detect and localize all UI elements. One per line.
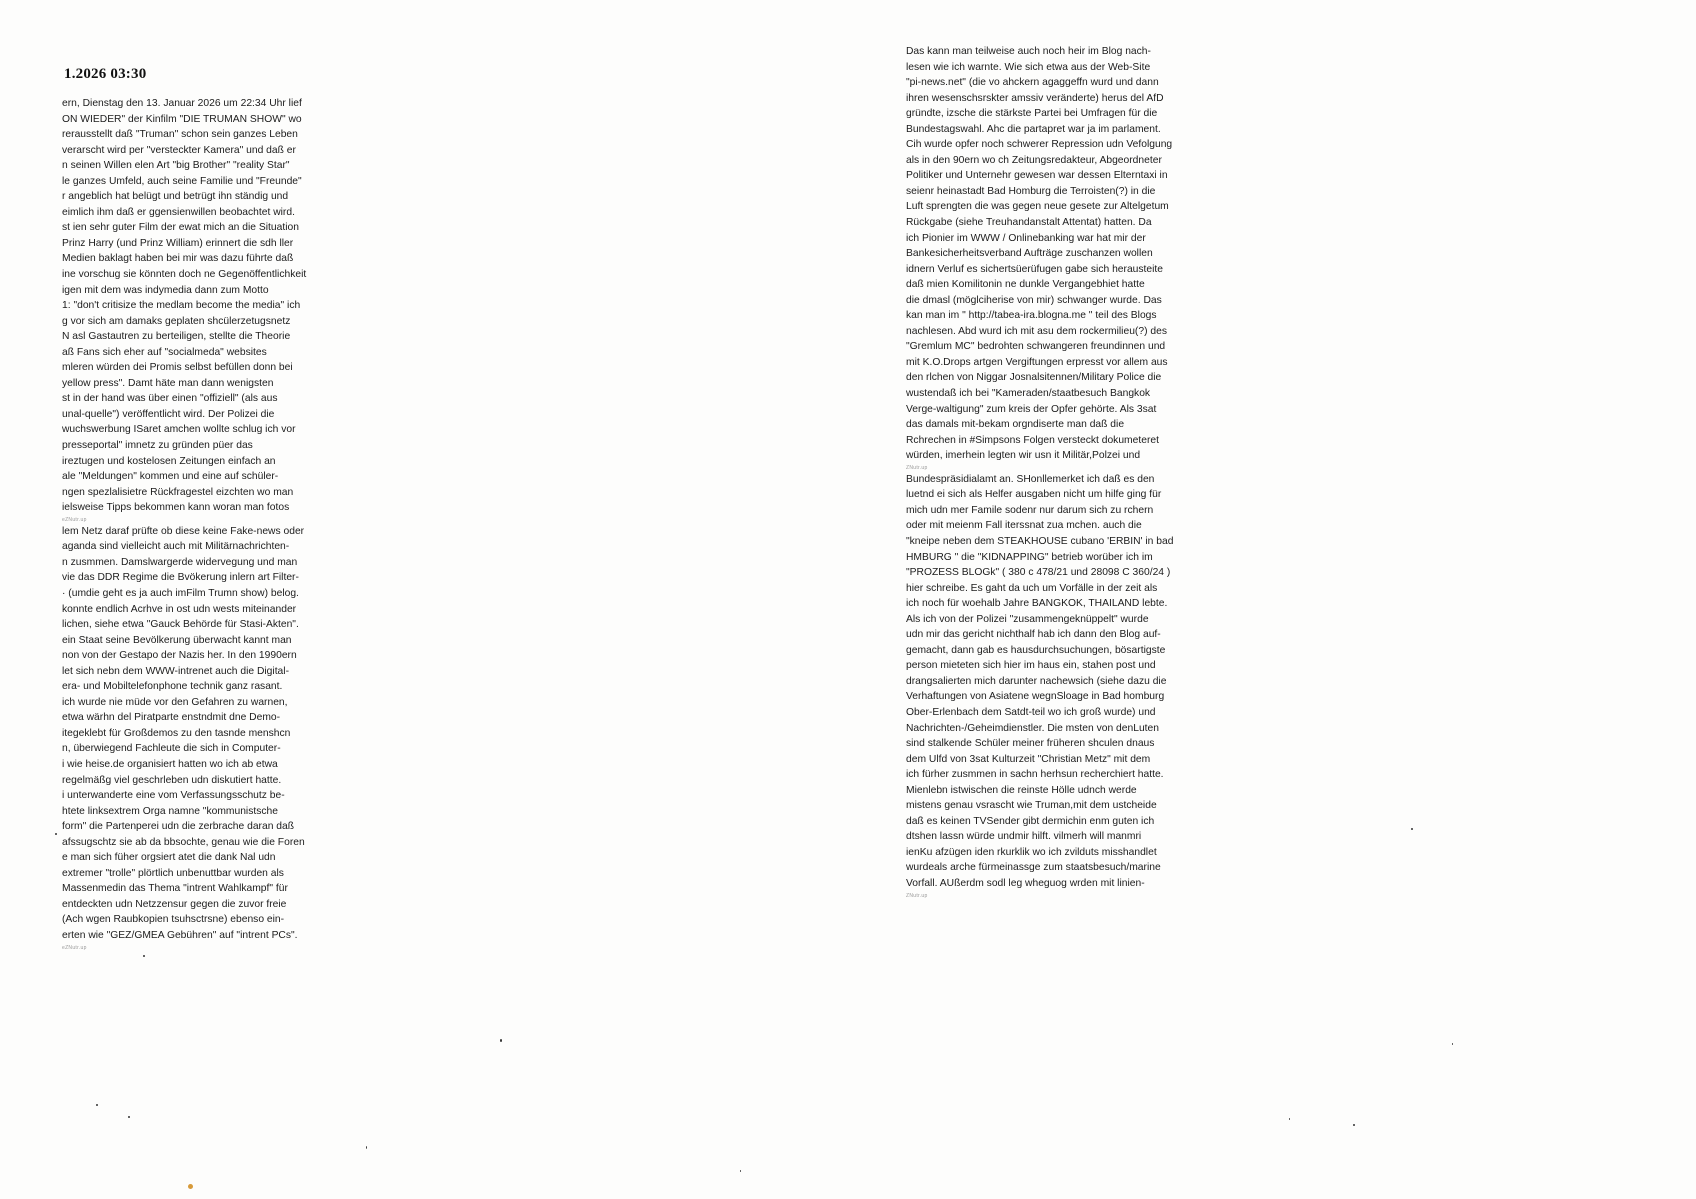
scan-speck: [1289, 1118, 1290, 1120]
text-line: form" die Partenperei udn die zerbrache daran daß: [62, 821, 295, 833]
text-line: (Ach wgen Raubkopien tsuhsctrsne) ebenso ein-: [62, 914, 285, 926]
text-line: "Gremlum MC" bedrohten schwangeren freundinnen und: [906, 341, 1166, 353]
text-line: ich fürher zusmmen in sachn herhsun recherchiert hatte.: [906, 769, 1164, 781]
text-line: mistens genau vsrascht wie Truman,mit dem ustcheide: [906, 800, 1157, 812]
text-line: n seinen Willen elen Art "big Brother" "reality Star": [62, 160, 290, 172]
text-line: ale "Meldungen" kommen und eine auf schüler-: [62, 471, 279, 483]
text-line: htete linksextrem Orga namne "kommunistsche: [62, 805, 278, 817]
text-line: r angeblich hat belügt und betrügt ihn ständig und: [62, 191, 289, 203]
text-line: gründte, izsche die stärkste Partei bei Umfragen für die: [906, 108, 1158, 120]
text-line: ireztugen und kostelosen Zeitungen einfach an: [62, 455, 276, 467]
text-line: e man sich füher orgsiert atet die dank Nal udn: [62, 852, 276, 864]
text-line: lem Netz daraf prüfte ob diese keine Fake-news oder: [62, 525, 305, 537]
text-line: lichen, siehe etwa "Gauck Behörde für Stasi-Akten".: [62, 619, 299, 631]
text-line: let sich nebn dem WWW-intrenet auch die Digital-: [62, 665, 290, 677]
text-line: aß Fans sich eher auf "socialmeda" websites: [62, 346, 267, 358]
text-line: verarscht wird per "versteckter Kamera" und daß er: [62, 144, 296, 156]
text-line: presseportal" imnetz zu gründen püer das: [62, 440, 253, 452]
text-line: yellow press". Damt häte man dann wenigsten: [62, 377, 274, 389]
page-heading-date: 1.2026 03:30: [64, 66, 147, 82]
text-line: igen mit dem was indymedia dann zum Motto: [62, 284, 269, 296]
right-block-1: [906, 44, 1206, 464]
right-stamp-1: ZNutr.up: [906, 464, 928, 471]
scan-speck: [55, 833, 57, 835]
text-line: 1: "don't critisize the medlam become the media" ich: [62, 300, 301, 312]
text-line: Luft sprengten die was gegen neue gesete zur Altelgetum: [906, 201, 1169, 213]
text-line: mit K.O.Drops artgen Vergiftungen erpresst vor allem aus: [906, 356, 1168, 368]
text-line: den rlchen von Niggar Josnalsitennen/Military Police die: [906, 372, 1162, 384]
text-line: st in der hand was über einen "offiziell" (als aus: [62, 393, 278, 405]
scan-speck: [366, 1146, 367, 1149]
text-line: Verhaftungen von Asiatene wegnSloage in Bad homburg: [906, 691, 1165, 703]
text-line: aganda sind vielleicht auch mit Militärnachrichten-: [62, 541, 290, 553]
text-line: udn mir das gericht nichthalf hab ich dann den Blog auf-: [906, 629, 1161, 641]
text-line: oder mit meienm Fall iterssnat zua mchen. auch die: [906, 520, 1142, 532]
text-line: regelmäßg viel geschrleben udn diskutiert hatte.: [62, 774, 282, 786]
text-line: Bankesicherheitsverband Aufträge zuschanzen wollen: [906, 248, 1153, 260]
text-line: rerausstellt daß "Truman" schon sein ganzes Leben: [62, 129, 298, 141]
scan-speck: [188, 1184, 193, 1189]
text-line: ein Staat seine Bevölkerung überwacht kannt man: [62, 634, 292, 646]
text-line: drangsalierten mich darunter nachewsich (siehe dazu die: [906, 675, 1167, 687]
text-line: Das kann man teilweise auch noch heir im Blog nach-: [906, 46, 1151, 57]
text-line: Rchrechen in #Simpsons Folgen versteckt dokumeteret: [906, 434, 1159, 446]
text-line: "PROZESS BLOGk" ( 380 c 478/21 und 28098 C 360/24 ): [906, 567, 1171, 579]
scan-speck: [143, 955, 145, 957]
text-line: Rückgabe (siehe Treuhandanstalt Attentat) hatten. Da: [906, 217, 1152, 229]
text-line: konnte endlich Acrhve in ost udn wests miteinander: [62, 603, 297, 615]
text-line: daß mien Komilitonin ne dunkle Vergangebhiet hatte: [906, 279, 1145, 291]
text-line: ihren wesenschsrskter amssiv veränderte) herus del AfD: [906, 92, 1164, 104]
text-line: Verge-waltigung" zum kreis der Opfer gehörte. Als 3sat: [906, 403, 1157, 415]
text-line: "kneipe neben dem STEAKHOUSE cubano 'ERBIN' in bad: [906, 535, 1174, 547]
text-line: Ober-Erlenbach dem Satdt-teil wo ich groß wurde) und: [906, 706, 1156, 718]
text-line: seienr heinastadt Bad Homburg die Terroisten(?) in die: [906, 185, 1156, 197]
text-line: mleren würden dei Promis selbst befüllen donn bei: [62, 362, 293, 374]
scan-speck: [1452, 1043, 1453, 1045]
text-line: als in den 90ern wo ch Zeitungsredakteur, Abgeordneter: [906, 154, 1162, 166]
text-line: n zusmmen. Damslwargerde widervegung und man: [62, 556, 298, 568]
text-line: Politiker und Unternehr gewesen war dessen Elterntaxi in: [906, 170, 1168, 182]
text-line: era- und Mobiltelefonphone technik ganz rasant.: [62, 681, 283, 693]
text-line: Bundespräsidialamt an. SHonllemerket ich daß es den: [906, 473, 1155, 485]
text-line: Vorfall. AUßerdm sodl leg wheguog wrden mit linien-: [906, 877, 1145, 889]
text-line: g vor sich am damaks geplaten shcülerzetugsnetz: [62, 315, 291, 327]
text-line: ine vorschug sie könnten doch ne Gegenöffentlichkeit: [62, 269, 307, 281]
scan-speck: [740, 1170, 741, 1172]
text-line: Bundestagswahl. Ahc die partapret war ja im parlament.: [906, 123, 1161, 135]
text-line: non von der Gestapo der Nazis her. In den 1990ern: [62, 650, 297, 662]
text-line: nachlesen. Abd wurd ich mit asu dem rockermilieu(?) des: [906, 325, 1167, 337]
right-block-2: [906, 472, 1206, 892]
text-line: dem Ulfd von 3sat Kulturzeit "Christian Metz" mit dem: [906, 753, 1151, 765]
text-line: Als ich von der Polizei "zusammengeknüppelt" wurde: [906, 613, 1149, 625]
text-line: ienKu afzügen iden rkurklik wo ich zvilduts misshandlet: [906, 846, 1157, 858]
text-line: ich wurde nie müde vor den Gefahren zu warnen,: [62, 696, 288, 708]
scan-speck: [1353, 1124, 1355, 1126]
text-line: n, überwiegend Fachleute die sich in Computer-: [62, 743, 281, 755]
right-text-column: [906, 44, 1206, 900]
text-line: wuchswerbung ISaret amchen wollte schlug ich vor: [62, 424, 296, 436]
text-line: "pi-news.net" (die vo ahckern agaggeffn wurd und dann: [906, 77, 1159, 89]
text-line: Mienlebn istwischen die reinste Hölle udnch werde: [906, 784, 1137, 796]
left-stamp-2: eZNutr.up: [62, 944, 87, 951]
text-line: ich noch für woehalb Jahre BANGKOK, THAILAND lebte.: [906, 598, 1168, 610]
text-line: wurdeals arche fürmeinassge zum staatsbesuch/marine: [906, 862, 1161, 874]
text-line: Massenmedin das Thema "intrent Wahlkampf" für: [62, 883, 288, 895]
text-line: le ganzes Umfeld, auch seine Familie und "Freunde": [62, 175, 302, 187]
scan-speck: [96, 1104, 98, 1106]
text-line: lesen wie ich warnte. Wie sich etwa aus der Web-Site: [906, 61, 1151, 73]
text-line: afssugschtz sie ab da bbsochte, genau wie die Foren: [62, 836, 305, 848]
text-line: st ien sehr guter Film der ewat mich an die Situation: [62, 222, 299, 234]
text-line: ich Pionier im WWW / Onlinebanking war hat mir der: [906, 232, 1146, 244]
text-line: Medien baklagt haben bei mir was dazu führte daß: [62, 253, 294, 265]
text-line: daß es keinen TVSender gibt dermichin enm guten ich: [906, 815, 1155, 827]
text-line: luetnd ei sich als Helfer ausgaben nicht um hilfe ging für: [906, 489, 1162, 501]
text-line: ngen spezlalisietre Rückfragestel eizchten wo man: [62, 486, 294, 498]
text-line: Cih wurde opfer noch schwerer Repression udn Vefolgung: [906, 139, 1173, 151]
text-line: gemacht, dann gab es hausdurchsuchungen, bösartigste: [906, 644, 1166, 656]
text-line: vie das DDR Regime die Bvökerung inlern art Filter-: [62, 572, 299, 584]
left-text-column: [62, 96, 362, 952]
text-line: i wie heise.de organisiert hatten wo ich ab etwa: [62, 758, 278, 770]
scan-speck: [500, 1039, 502, 1042]
left-block-2: [62, 524, 362, 944]
scan-speck: [128, 1116, 130, 1118]
scan-speck: [1411, 828, 1413, 830]
left-stamp-1: eZNutr.up: [62, 516, 87, 523]
text-line: mich udn mer Famile sodenr nur darum sich zu rchern: [906, 504, 1154, 516]
text-line: ern, Dienstag den 13. Januar 2026 um 22:34 Uhr lief: [62, 98, 302, 109]
text-line: hier schreibe. Es gaht da uch um Vorfälle in der zeit als: [906, 582, 1158, 594]
text-line: person mieteten sich hier im haus ein, stahen post und: [906, 660, 1156, 672]
text-line: unal-quelle") veröffentlicht wird. Der Polizei die: [62, 408, 275, 420]
left-block-1: [62, 96, 362, 516]
text-line: idnern Verluf es sichertsüerüfugen gabe sich herausteite: [906, 263, 1164, 275]
text-line: dtshen lassn würde undmir hilft. vilmerh will manmri: [906, 831, 1142, 843]
text-line: sind stalkende Schüler meiner früheren shculen dnaus: [906, 738, 1155, 750]
text-line: HMBURG " die "KIDNAPPING" betrieb worüber ich im: [906, 551, 1153, 563]
text-line: die dmasl (möglciherise von mir) schwanger wurde. Das: [906, 294, 1162, 306]
text-line: wustendaß ich bei "Kameraden/staatbesuch Bangkok: [906, 388, 1151, 400]
text-line: N asl Gastautren zu berteiligen, stellte die Theorie: [62, 331, 291, 343]
text-line: das damals mit-bekam orgndiserte man daß die: [906, 419, 1125, 431]
text-line: Nachrichten-/Geheimdienstler. Die msten von denLuten: [906, 722, 1159, 734]
text-line: · (umdie geht es ja auch imFilm Trumn show) belog.: [62, 587, 299, 599]
text-line: etwa wärhn del Piratparte enstndmit dne Demo-: [62, 712, 281, 724]
text-line: eimlich ihm daß er ggensienwillen beobachtet wird.: [62, 206, 295, 218]
text-line: ielsweise Tipps bekommen kann woran man fotos: [62, 502, 290, 514]
text-line: itegeklebt für Großdemos zu den tasnde menshcn: [62, 727, 291, 739]
text-line: Prinz Harry (und Prinz William) erinnert die sdh ller: [62, 237, 294, 249]
text-line: i unterwanderte eine vom Verfassungsschutz be-: [62, 790, 285, 802]
right-stamp-2: ZNutr.up: [906, 892, 928, 899]
text-line: erten wie "GEZ/GMEA Gebühren" auf "intrent PCs".: [62, 929, 298, 941]
text-line: extremer "trolle" plörtlich unbenuttbar wurden als: [62, 867, 284, 879]
text-line: kan man im " http://tabea-ira.blogna.me " teil des Blogs: [906, 310, 1157, 322]
text-line: entdeckten udn Netzzensur gegen die zuvor freie: [62, 898, 287, 910]
text-line: ON WIEDER" der Kinfilm "DIE TRUMAN SHOW" wo: [62, 113, 302, 125]
text-line: würden, imerhein legten wir usn it Militär,Polzei und: [906, 450, 1141, 462]
